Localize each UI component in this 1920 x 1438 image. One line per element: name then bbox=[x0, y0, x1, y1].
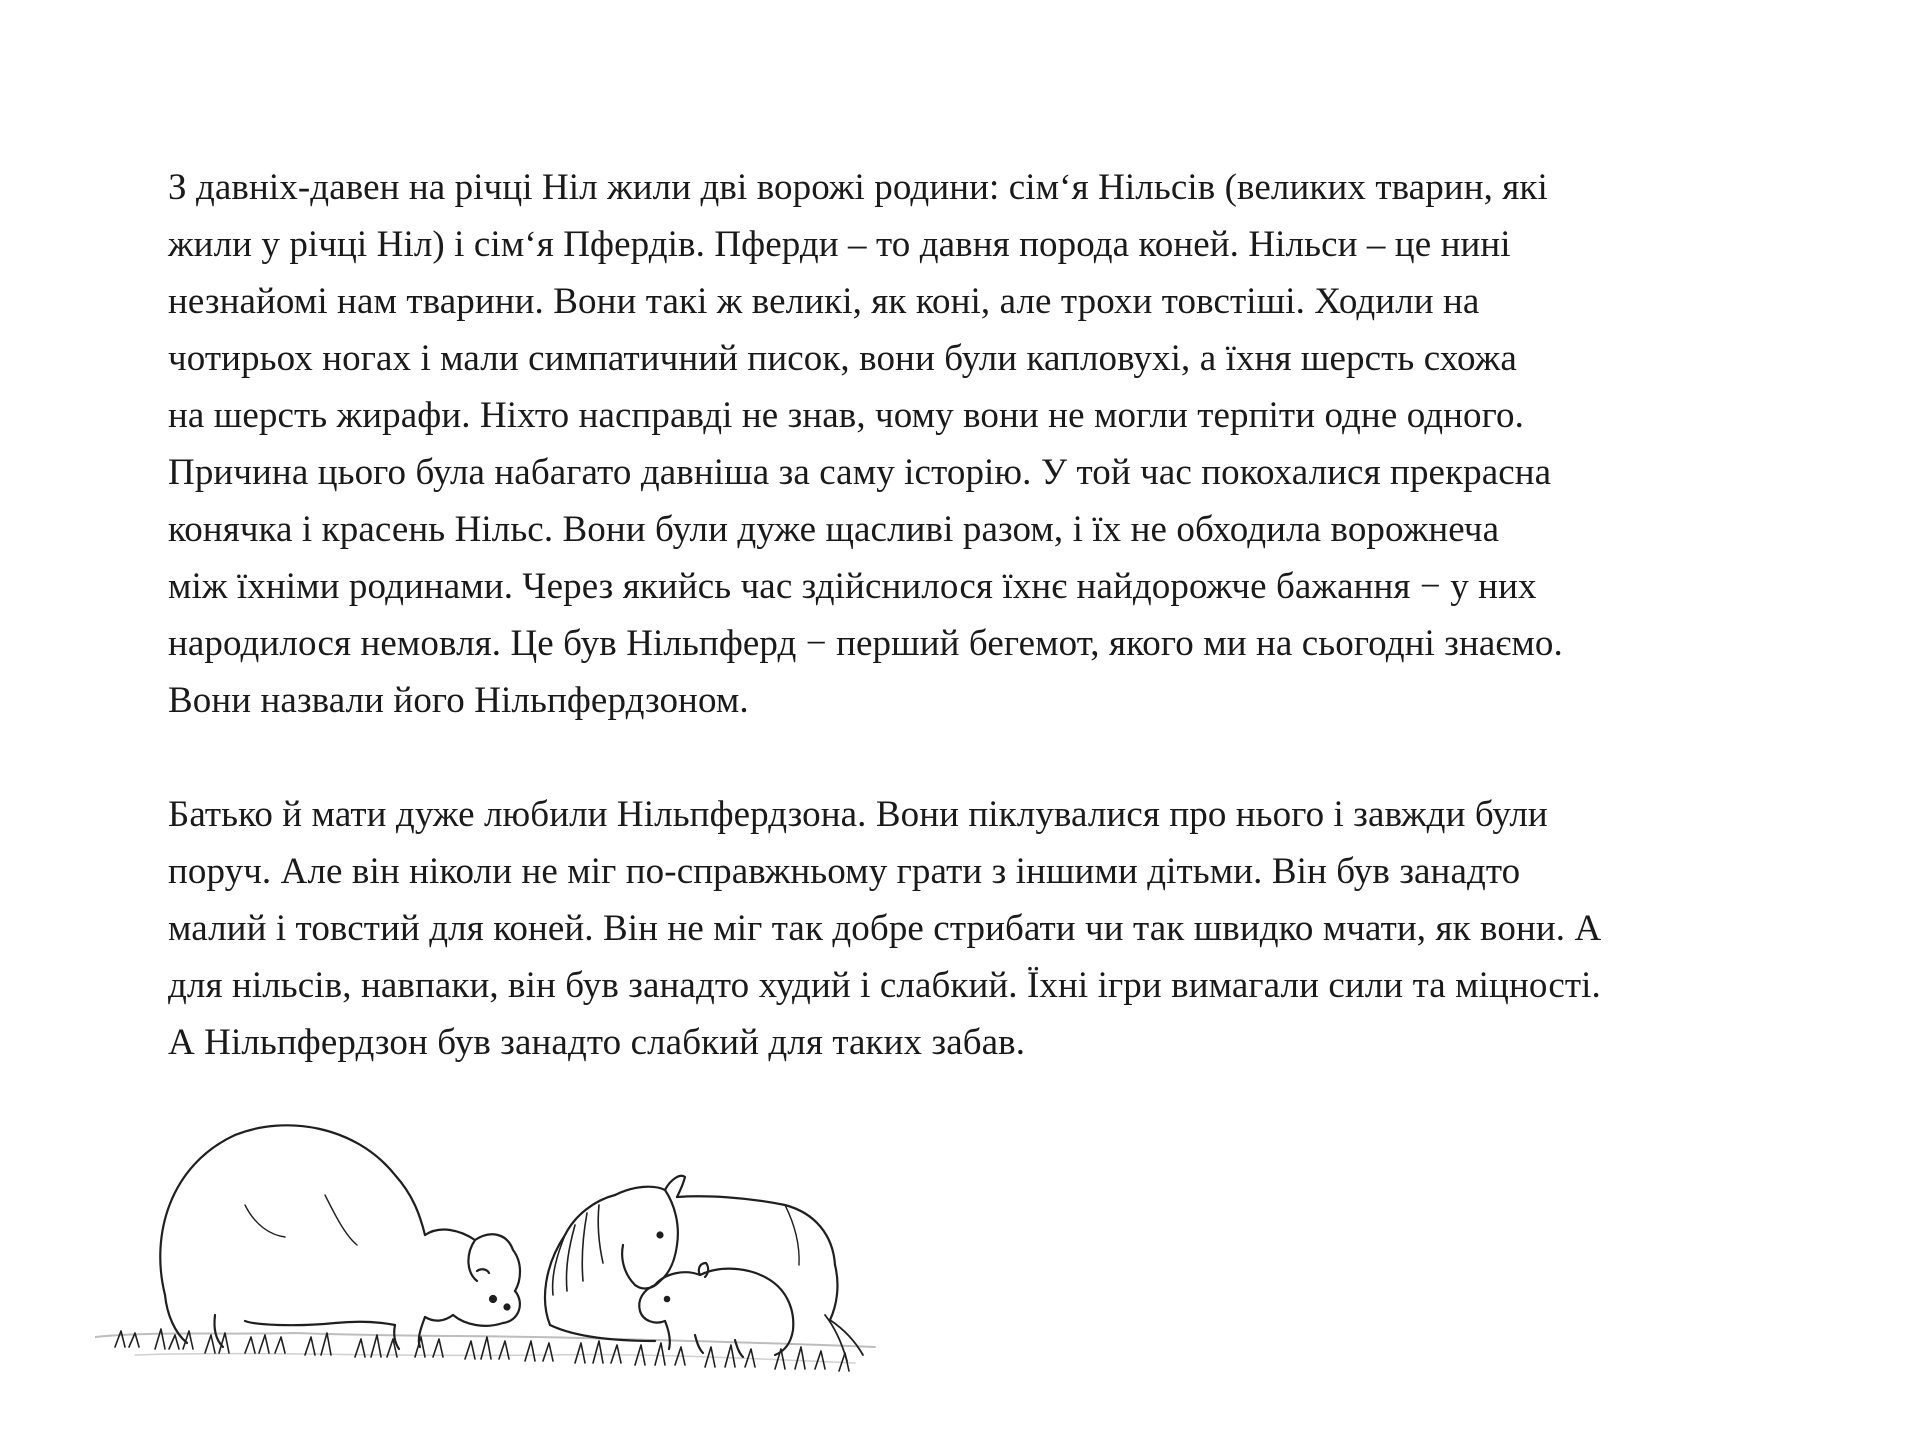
paragraph-line: для нільсів, навпаки, він був занадто худий і слабкий. Їхні ігри вимагали сили та міцності. bbox=[168, 965, 1601, 1006]
paragraph-line: незнайомі нам тварини. Вони такі ж великі, як коні, але трохи товстіші. Ходили на bbox=[168, 281, 1480, 322]
paragraph-line: на шерсть жирафи. Ніхто насправді не знав, чому вони не могли терпіти одне одного. bbox=[168, 395, 1524, 436]
paragraph-line: малий і товстий для коней. Він не міг так добре стрибати чи так швидко мчати, як вони. А bbox=[168, 908, 1602, 949]
paragraph-line: між їхніми родинами. Через якийсь час здійснилося їхнє найдорожче бажання − у них bbox=[168, 566, 1537, 607]
paragraph-line: конячка і красень Нільс. Вони були дуже щасливі разом, і їх не обходила ворожнеча bbox=[168, 509, 1500, 550]
hippo-horse-family-icon bbox=[95, 1085, 885, 1415]
paragraph-line: чотирьох ногах і мали симпатичний писок, вони були капловухі, а їхня шерсть схожа bbox=[168, 338, 1517, 379]
paragraph-1 bbox=[168, 159, 1808, 729]
paragraph-line: поруч. Але він ніколи не міг по-справжньому грати з іншими дітьми. Він був занадто bbox=[168, 851, 1521, 892]
paragraph-line: Батько й мати дуже любили Нільпфердзона. Вони піклувалися про нього і завжди були bbox=[168, 794, 1548, 835]
horse-parent-icon bbox=[545, 1176, 863, 1361]
paragraph-line: З давніх-давен на річці Ніл жили дві ворожі родини: сім‘я Нільсів (великих тварин, які bbox=[168, 167, 1548, 208]
paragraph-line: Вони назвали його Нільпфердзоном. bbox=[168, 680, 749, 721]
paragraph-line: Причина цього була набагато давніша за саму історію. У той час покохалися прекрасна bbox=[168, 452, 1552, 493]
paragraph-line: народилося немовля. Це був Нільпферд − перший бегемот, якого ми на сьогодні знаємо. bbox=[168, 623, 1563, 664]
paragraph-2 bbox=[168, 786, 1808, 1071]
paragraph-line: жили у річці Ніл) і сім‘я Пфердів. Пферди – то давня порода коней. Нільси – це нині bbox=[168, 224, 1511, 265]
nils-parent-icon bbox=[160, 1125, 520, 1349]
paragraph-line: А Нільпфердзон був занадто слабкий для таких забав. bbox=[168, 1022, 1026, 1063]
